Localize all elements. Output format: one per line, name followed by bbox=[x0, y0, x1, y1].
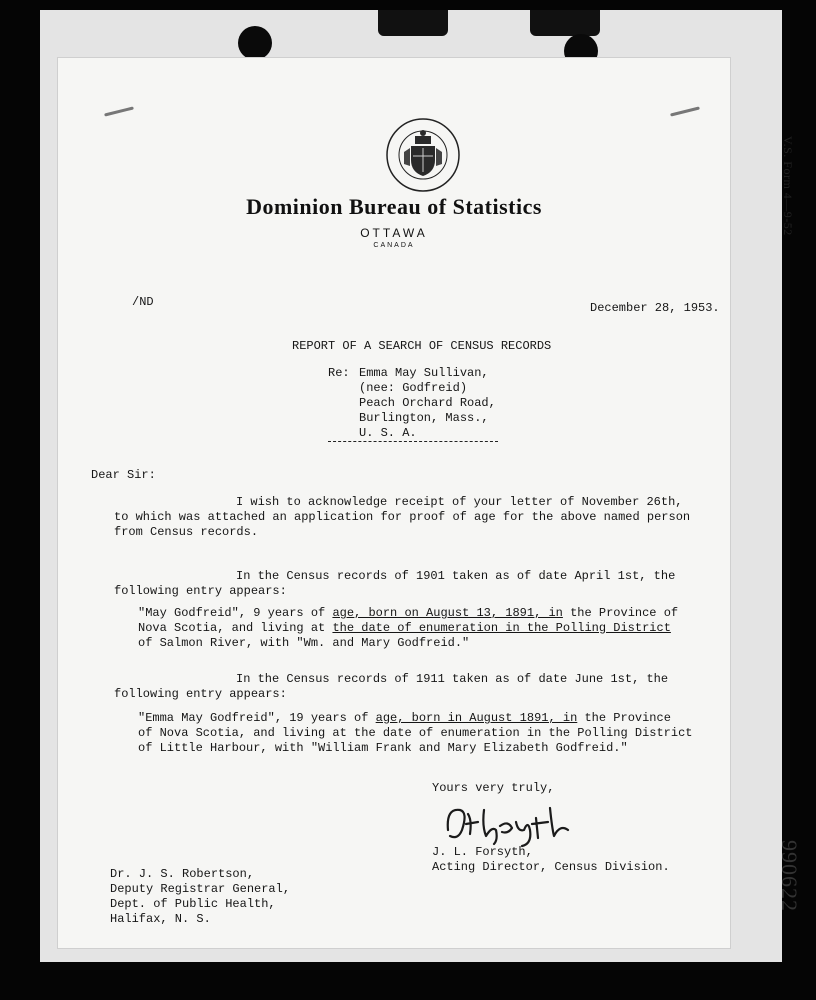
census1911-intro-line1: In the Census records of 1911 taken as of date June 1st, the bbox=[236, 672, 669, 686]
re-underline bbox=[328, 441, 498, 442]
census1911-entry-name: "Emma May Godfreid", 19 years of bbox=[138, 711, 376, 725]
recipient-title: Deputy Registrar General, bbox=[110, 882, 291, 896]
re-label: Re: bbox=[328, 366, 350, 380]
census1901-entry-age: age bbox=[332, 606, 355, 620]
census1911-intro-line2: following entry appears: bbox=[114, 687, 287, 701]
organization-name: Dominion Bureau of Statistics bbox=[246, 194, 542, 219]
signer-name: J. L. Forsyth, bbox=[432, 845, 533, 859]
census1911-entry-line1 bbox=[138, 711, 671, 726]
staple-right bbox=[670, 106, 700, 116]
staple-left bbox=[104, 106, 134, 116]
census1901-entry-birthdate: , born on August 13, 1891, in bbox=[354, 606, 563, 620]
re-line-nee: (nee: Godfreid) bbox=[359, 381, 468, 395]
re-line-name: Emma May Sullivan, bbox=[359, 366, 489, 380]
file-number: 990622 bbox=[777, 840, 802, 912]
census1901-entry-line1 bbox=[138, 606, 678, 621]
punch-hole-left bbox=[238, 26, 272, 60]
organization-country: CANADA bbox=[373, 242, 415, 249]
government-seal-icon bbox=[384, 116, 462, 194]
census1901-intro-line1: In the Census records of 1901 taken as of date April 1st, the bbox=[236, 569, 676, 583]
census1911-entry-province: the Province bbox=[577, 711, 671, 725]
report-title: REPORT OF A SEARCH OF CENSUS RECORDS bbox=[292, 339, 552, 353]
salutation: Dear Sir: bbox=[91, 468, 156, 482]
signature bbox=[438, 800, 588, 848]
census1901-entry-enumeration: the date of enumeration in the Polling District bbox=[332, 621, 671, 635]
census1901-entry-living: Nova Scotia, and living at bbox=[138, 621, 333, 635]
recipient-name: Dr. J. S. Robertson, bbox=[110, 867, 255, 881]
census1901-entry-line3: of Salmon River, with "Wm. and Mary Godfreid." bbox=[138, 636, 470, 650]
census1901-entry-province: the Province of bbox=[562, 606, 679, 620]
binder-clip-right bbox=[530, 10, 600, 36]
census1901-intro-line2: following entry appears: bbox=[114, 584, 287, 598]
census1901-entry-name: "May Godfreid", 9 years of bbox=[138, 606, 333, 620]
organization-city: OTTAWA bbox=[360, 226, 428, 240]
form-number: V.S. Form 4—9-52 bbox=[781, 136, 795, 236]
letter-date: December 28, 1953. bbox=[590, 301, 720, 315]
census1911-entry-line3: of Little Harbour, with "William Frank and Mary Elizabeth Godfreid." bbox=[138, 741, 628, 755]
paragraph1-line3: from Census records. bbox=[114, 525, 259, 539]
census1911-entry-birthdate: age, born in August 1891, in bbox=[375, 711, 578, 725]
signer-title: Acting Director, Census Division. bbox=[432, 860, 670, 874]
paragraph1-line1: I wish to acknowledge receipt of your letter of November 26th, bbox=[236, 495, 683, 509]
re-line-country: U. S. A. bbox=[359, 426, 417, 440]
closing: Yours very truly, bbox=[432, 781, 555, 795]
re-line-city: Burlington, Mass., bbox=[359, 411, 489, 425]
binder-clip-left bbox=[378, 10, 448, 36]
recipient-department: Dept. of Public Health, bbox=[110, 897, 276, 911]
reference-code: /ND bbox=[132, 295, 154, 309]
census-report-letter bbox=[58, 58, 730, 948]
census1901-entry-line2 bbox=[138, 621, 671, 636]
census1911-entry-line2: of Nova Scotia, and living at the date of enumeration in the Polling District bbox=[138, 726, 693, 740]
recipient-city: Halifax, N. S. bbox=[110, 912, 211, 926]
re-line-street: Peach Orchard Road, bbox=[359, 396, 496, 410]
paragraph1-line2: to which was attached an application for proof of age for the above named person bbox=[114, 510, 691, 524]
